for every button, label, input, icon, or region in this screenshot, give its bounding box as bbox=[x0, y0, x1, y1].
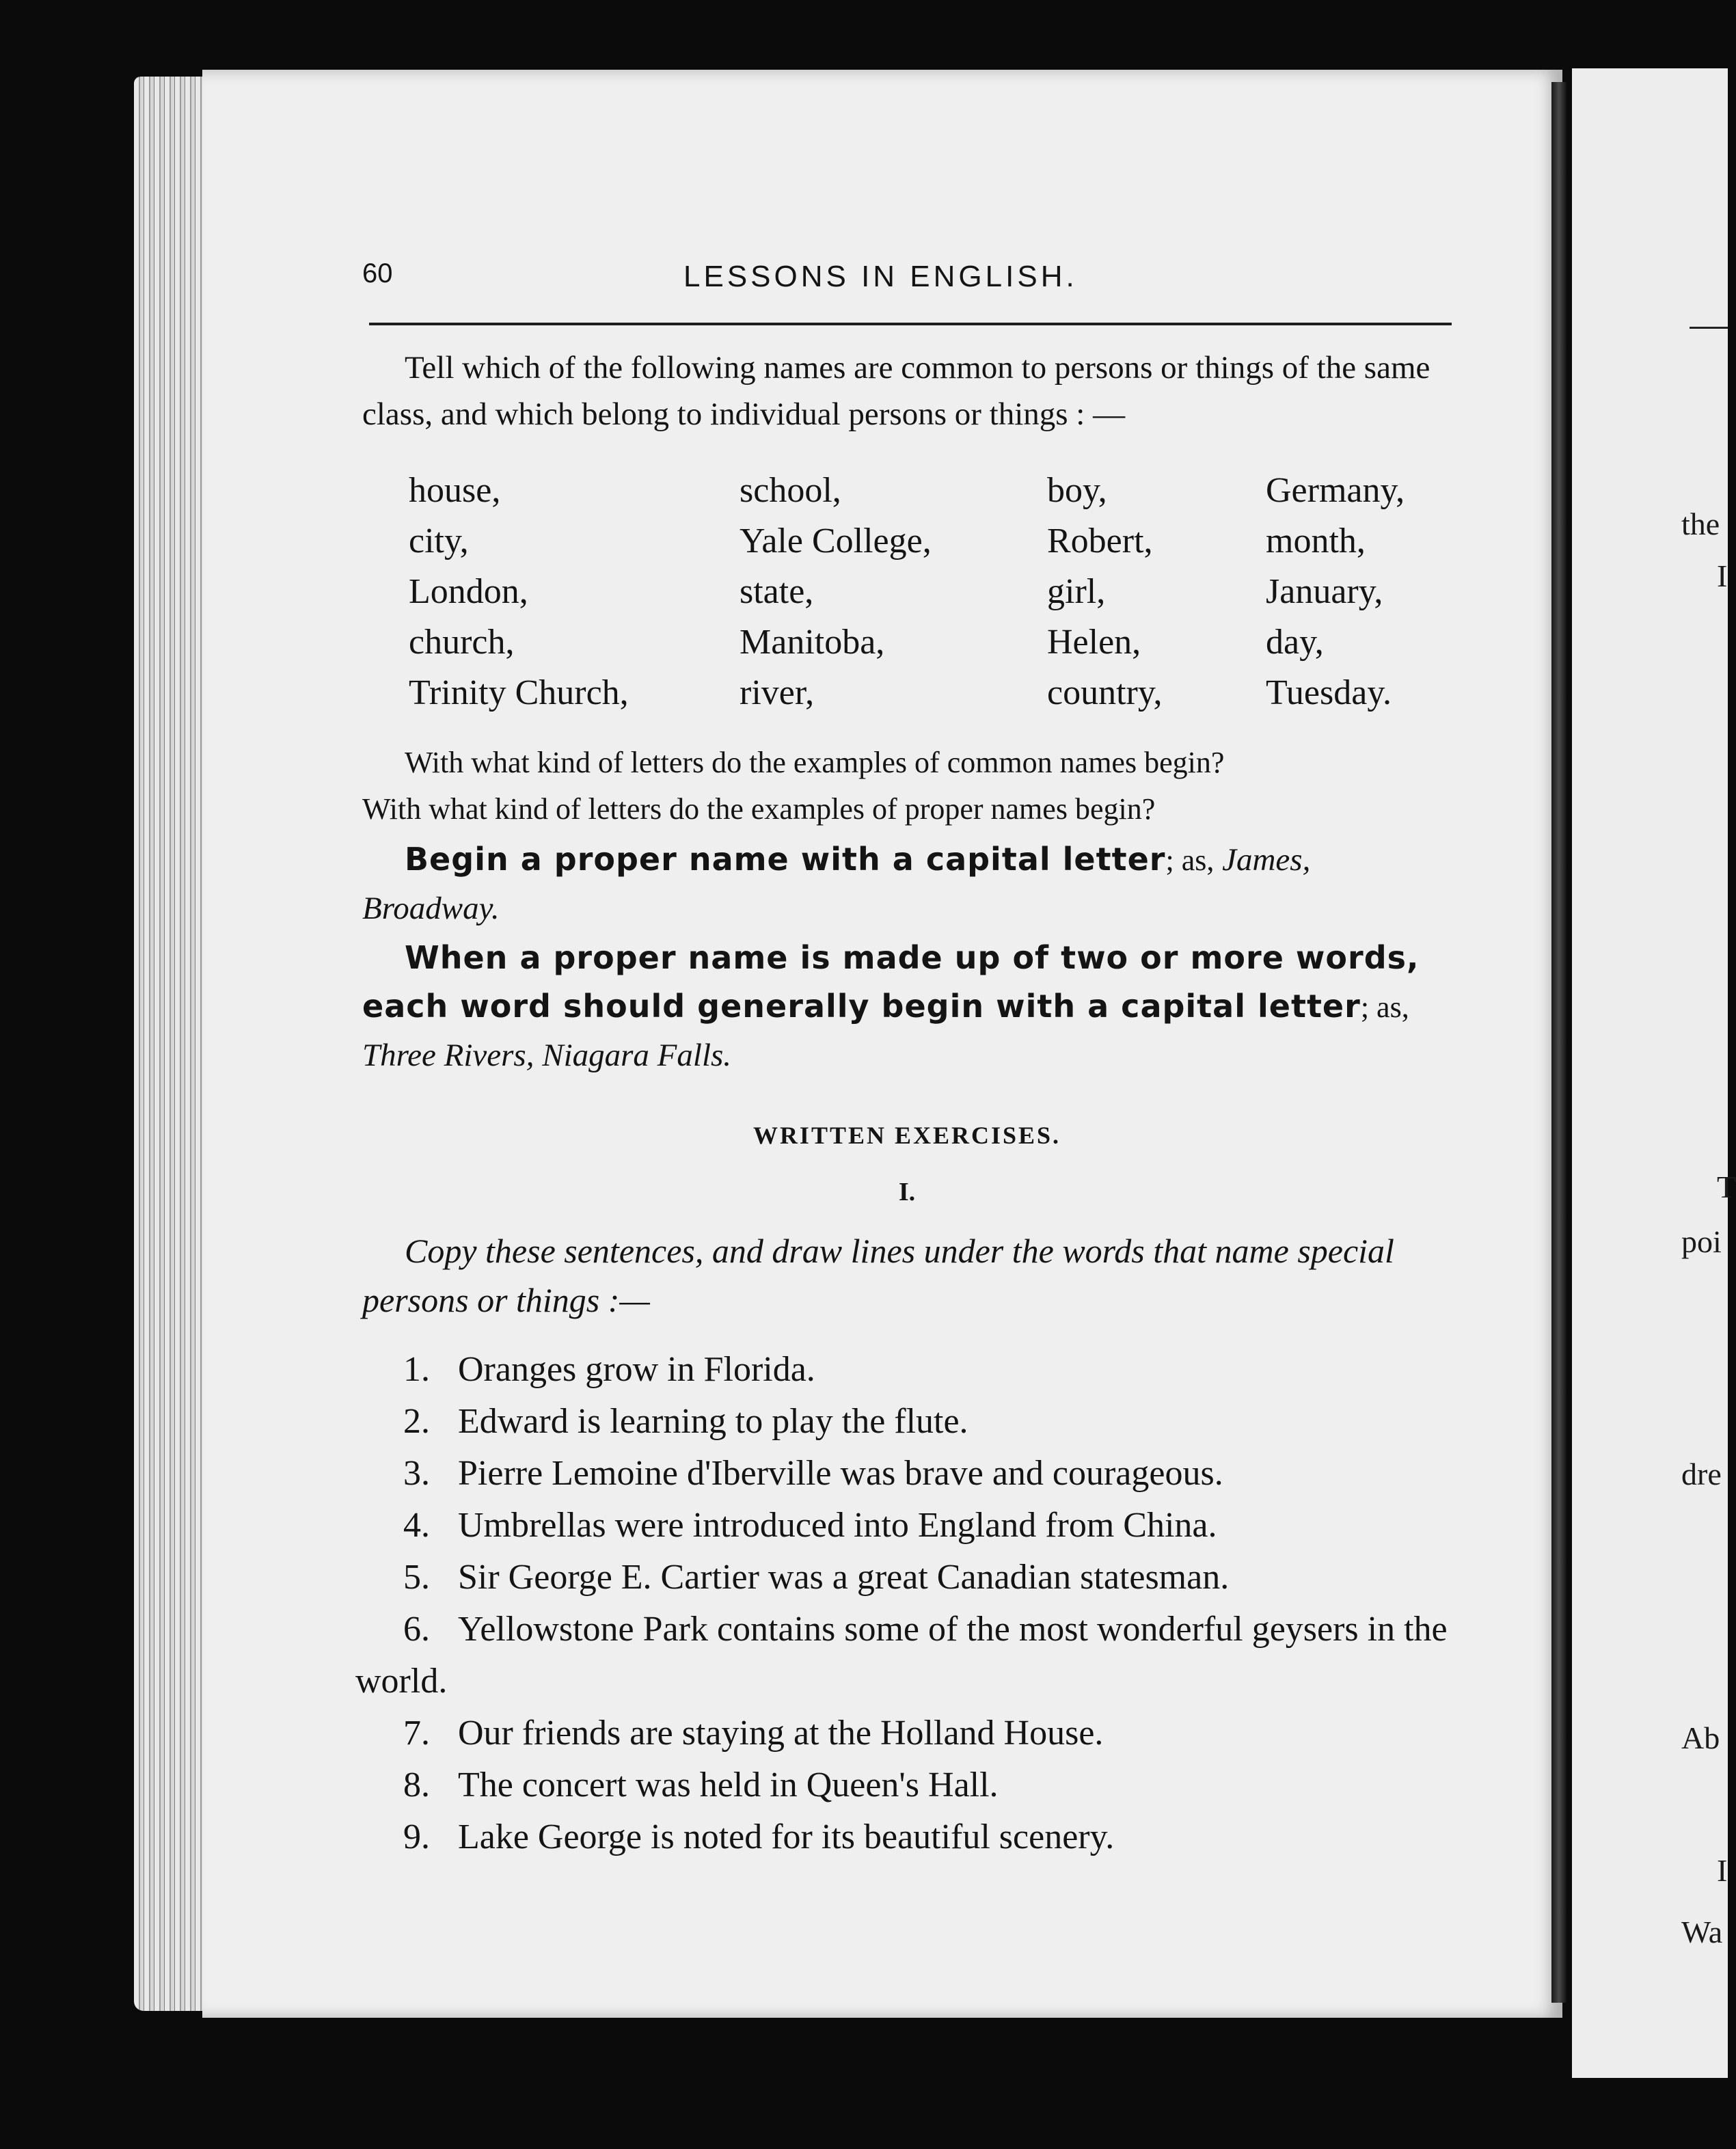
sentence-text: Umbrellas were introduced into England from China. bbox=[458, 1506, 1217, 1545]
sentence-number: 1. bbox=[403, 1350, 430, 1389]
exercise-instruction: Copy these sentences, and draw lines under the words that name special persons or things :— bbox=[362, 1232, 1394, 1319]
rule-text: Begin a proper name with a capital letter bbox=[405, 841, 1166, 878]
name-cell: boy, bbox=[1047, 470, 1107, 510]
list-item bbox=[355, 1500, 1449, 1552]
name-cell: state, bbox=[740, 571, 814, 611]
adjacent-page-text: Wa bbox=[1681, 1915, 1723, 1949]
names-row bbox=[409, 617, 1405, 667]
rule-separator: ; as, bbox=[1165, 843, 1215, 877]
adjacent-page-text: I bbox=[1717, 1853, 1728, 1888]
name-cell: Helen, bbox=[1047, 622, 1141, 662]
adjacent-page-rule bbox=[1690, 327, 1728, 329]
name-cell: Germany, bbox=[1266, 470, 1405, 510]
name-cell: Tuesday. bbox=[1266, 673, 1392, 712]
adjacent-page-text: poi bbox=[1681, 1224, 1722, 1259]
rule-compound-name bbox=[362, 934, 1452, 1079]
sentence-number: 4. bbox=[403, 1506, 430, 1545]
list-item bbox=[355, 1448, 1449, 1500]
name-cell: Yale College, bbox=[740, 521, 932, 560]
name-cell: school, bbox=[740, 470, 841, 510]
list-item bbox=[355, 1811, 1449, 1863]
sentence-number: 2. bbox=[403, 1402, 430, 1441]
list-item bbox=[355, 1552, 1449, 1604]
book-page-edges bbox=[134, 77, 209, 2011]
name-cell: river, bbox=[740, 673, 815, 712]
header-rule bbox=[369, 323, 1452, 325]
section-number: I. bbox=[898, 1178, 916, 1206]
name-cell: London, bbox=[409, 571, 528, 611]
names-row bbox=[409, 667, 1405, 718]
sentence-text: Sir George E. Cartier was a great Canadian statesman. bbox=[458, 1558, 1230, 1597]
name-cell: Manitoba, bbox=[740, 622, 885, 662]
names-row bbox=[409, 465, 1405, 515]
rule-text: When a proper name is made up of two or more words, each word should generally begin with a capital letter bbox=[362, 939, 1420, 1025]
name-cell: country, bbox=[1047, 673, 1163, 712]
sentence-text: Lake George is noted for its beautiful scenery. bbox=[458, 1817, 1115, 1856]
list-item bbox=[355, 1396, 1449, 1448]
sentence-number: 8. bbox=[403, 1766, 430, 1805]
name-cell: month, bbox=[1266, 521, 1366, 560]
page-number: 60 bbox=[362, 258, 393, 288]
list-item bbox=[355, 1344, 1449, 1396]
question-proper: With what kind of letters do the examples of proper names begin? bbox=[362, 792, 1156, 826]
sentence-number: 9. bbox=[403, 1817, 430, 1856]
names-table bbox=[409, 465, 1405, 718]
section-title: WRITTEN EXERCISES. bbox=[752, 1122, 1061, 1149]
running-header bbox=[362, 258, 1449, 306]
sentence-text: Our friends are staying at the Holland House. bbox=[458, 1714, 1104, 1753]
adjacent-page-text: the bbox=[1681, 506, 1720, 541]
name-cell: Robert, bbox=[1047, 521, 1153, 560]
name-cell: January, bbox=[1266, 571, 1383, 611]
sentence-number: 3. bbox=[403, 1454, 430, 1493]
sentence-number: 5. bbox=[403, 1558, 430, 1597]
list-item bbox=[355, 1604, 1449, 1707]
list-item bbox=[355, 1759, 1449, 1811]
intro-paragraph: Tell which of the following names are common to persons or things of the same class, and which belong to individual persons or things : — bbox=[362, 350, 1430, 432]
names-row bbox=[409, 515, 1405, 566]
question-common: With what kind of letters do the examples of common names begin? bbox=[405, 746, 1225, 779]
sentence-number: 6. bbox=[403, 1610, 430, 1649]
name-cell: day, bbox=[1266, 622, 1324, 662]
adjacent-page-text: T bbox=[1717, 1170, 1736, 1204]
rule-example: Three Rivers, Niagara Falls. bbox=[362, 1038, 732, 1073]
rule-capital-letter bbox=[362, 835, 1452, 932]
sentence-text: Edward is learning to play the flute. bbox=[458, 1402, 968, 1441]
name-cell: Trinity Church, bbox=[409, 673, 629, 712]
list-item bbox=[355, 1707, 1449, 1759]
adjacent-page-text: Ab bbox=[1681, 1720, 1720, 1755]
sentence-text: Yellowstone Park contains some of the most wonderful geysers in the world. bbox=[355, 1610, 1448, 1701]
exercise-sentences bbox=[355, 1344, 1449, 1863]
name-cell: girl, bbox=[1047, 571, 1106, 611]
running-title: LESSONS IN ENGLISH. bbox=[683, 260, 1078, 293]
adjacent-page-text: dre bbox=[1681, 1457, 1722, 1491]
sentence-text: Oranges grow in Florida. bbox=[458, 1350, 815, 1389]
rule-separator: ; as, bbox=[1360, 990, 1409, 1024]
adjacent-page-text: I bbox=[1717, 558, 1728, 593]
sentence-text: The concert was held in Queen's Hall. bbox=[458, 1766, 999, 1805]
names-row bbox=[409, 566, 1405, 617]
name-cell: city, bbox=[409, 521, 469, 560]
name-cell: church, bbox=[409, 622, 515, 662]
rule-example: James, Broadway. bbox=[362, 842, 1311, 926]
sentence-text: Pierre Lemoine d'Iberville was brave and courageous. bbox=[458, 1454, 1223, 1493]
book-gutter bbox=[1551, 82, 1567, 2003]
name-cell: house, bbox=[409, 470, 501, 510]
adjacent-page-fragment bbox=[1572, 68, 1736, 2078]
sentence-number: 7. bbox=[403, 1714, 430, 1753]
